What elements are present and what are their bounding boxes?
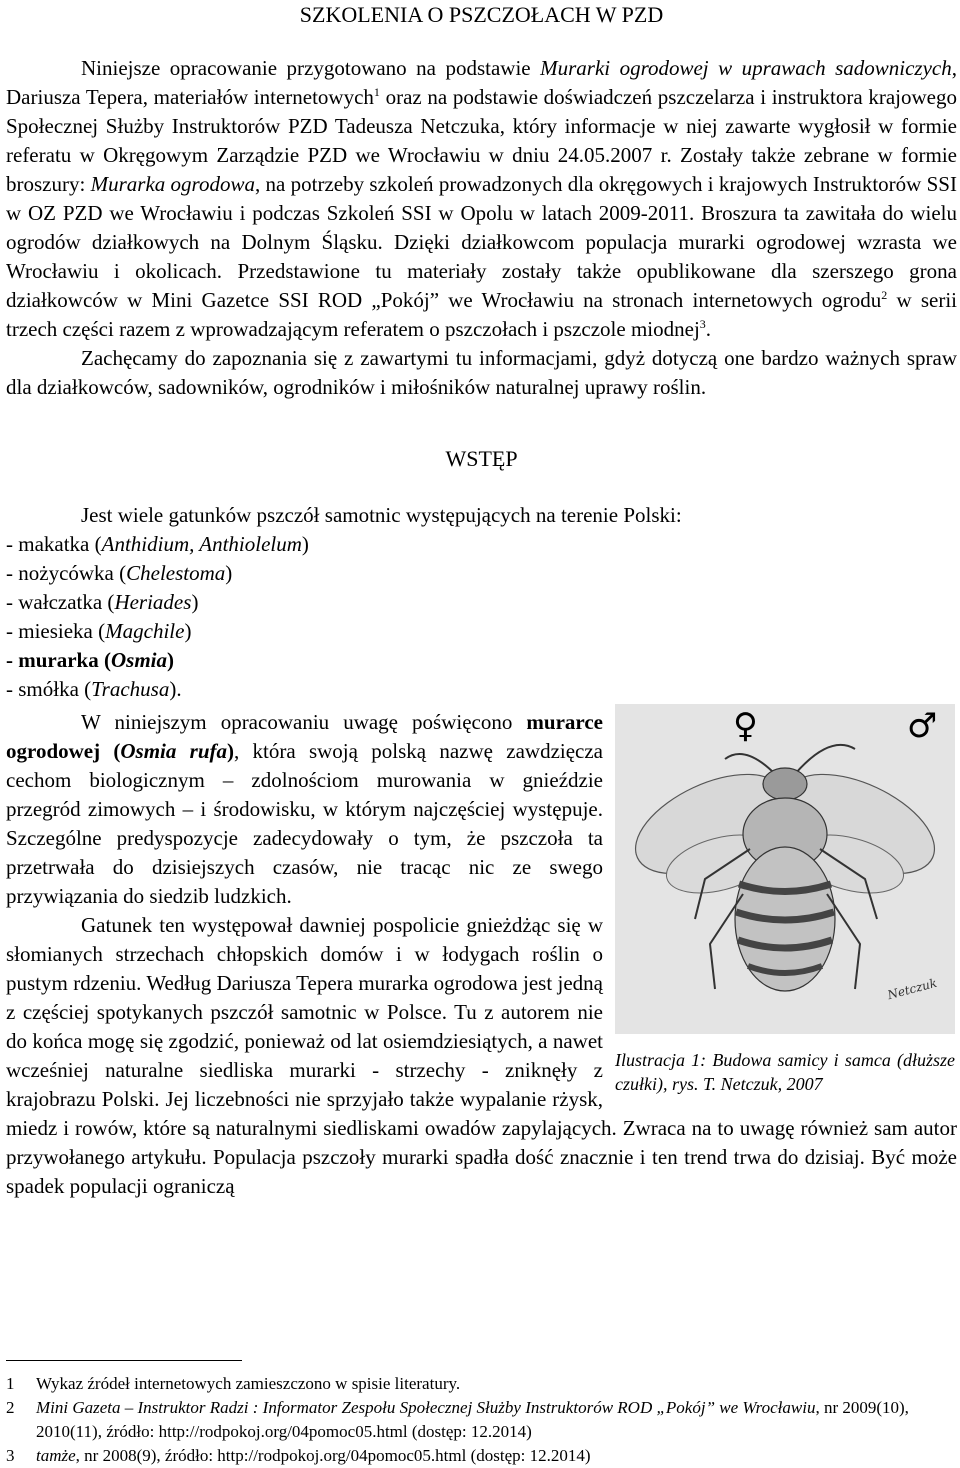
species-list	[6, 530, 957, 704]
footnote-2-link[interactable]: , nr 2009(10), 2010(11), źródło: http://rodpokoj.org/04pomoc05.html (dostęp: 12.2014)	[36, 1398, 909, 1441]
intro-text-c: , Dariusza Tepera, materiałów internetowych	[6, 56, 957, 109]
footnote-ref-2[interactable]: 2	[881, 288, 888, 302]
osmia-paragraph: W niniejszym opracowaniu uwagę poświęcono murarce ogrodowej (Osmia rufa), która swoją polską nazwę zawdzięcza cechom biologicznym – zdolnościom murowania w gnieździe przegród zimowych – i środowisku, w którym najczęściej występuje. Szczególne predyspozycje zadecydowały o tym, że pszczoła ta przetrwała do dzisiejszych czasów, nie tracąc nic ze swego przywiązania do siedzib ludzkich.	[6, 710, 604, 908]
intro-text-g: w serii trzech części razem z wprowadzającym referatem o pszczołach i pszczole miodnej	[6, 288, 957, 341]
artist-signature: Netczuk	[886, 975, 939, 1003]
species-intro: Jest wiele gatunków pszczół samotnic występujących na terenie Polski:	[81, 503, 682, 527]
footnote-ref-1[interactable]: 1	[373, 85, 380, 99]
species-item: - makatka (Anthidium, Anthiolelum)	[6, 532, 309, 556]
bee-illustration	[615, 704, 955, 1034]
figure	[615, 704, 957, 1096]
footnote-3: 3 tamże, nr 2008(9), źródło: http://rodpokoj.org/04pomoc05.html (dostęp: 12.2014)	[6, 1446, 591, 1465]
intro-text-f: , na potrzeby szkoleń prowadzonych dla okręgowych i krajowych Instruktorów SSI w OZ PZD we Wrocławiu i podczas Szkoleń SSI w Opolu w latach 2009-2011. Broszura ta zawitała do wielu ogrodów działkowych na Dolnym Śląsku. Dzięki działkowcom populacja murarki ogrodowej wzrasta we Wrocławiu i okolicach. Przedstawione tu materiały zostały także opublikowane dla szerszego grona działkowców w Mini Gazetce SSI ROD „Pokój” we Wrocławiu na stronach internetowych ogrodu	[6, 172, 957, 312]
species-item: - nożycówka (Chelestoma)	[6, 561, 233, 585]
footnote-ref-3[interactable]: 3	[699, 317, 706, 331]
intro-source-title: Murarki ogrodowej w uprawach sadowniczych	[540, 56, 952, 80]
footnote-2: 2 Mini Gazeta – Instruktor Radzi : Informator Zespołu Społecznej Służby Instruktorów ROD „Pokój” we Wrocławiu, nr 2009(10), 2010(11), źródło: http://rodpokoj.org/04pomoc05.html (dostęp: 12.2014)	[6, 1398, 909, 1441]
document-title: SZKOLENIA O PSZCZOŁACH W PZD	[299, 2, 664, 27]
intro-text-d: oraz na podstawie doświadczeń pszczelarza i instruktora krajowego Społecznej Służby Instruktorów PZD Tadeusza Netczuka, który informacje w niej zawarte wygłosił w formie referatu w Okręgowym Zarządzie PZD we Wrocławiu w dniu 24.05.2007 r. Zostały także zebrane w formie broszury:	[6, 85, 957, 196]
species-item: - wałczatka (Heriades)	[6, 590, 199, 614]
encouragement-paragraph: Zachęcamy do zapoznania się z zawartymi tu informacjami, gdyż dotyczą one bardzo ważnych spraw dla działkowców, sadowników, ogrodników i miłośników naturalnej uprawy roślin.	[6, 346, 957, 399]
footnote-3-link[interactable]: , nr 2008(9), źródło: http://rodpokoj.org/04pomoc05.html (dostęp: 12.2014)	[75, 1446, 591, 1465]
figure-caption: Ilustracja 1: Budowa samicy i samca (dłuższe czułki), rys. T. Netczuk, 2007	[615, 1050, 955, 1094]
history-paragraph: Gatunek ten występował dawniej pospolicie gnieżdżąc się w słomianych strzechach chłopskich domów i w łodygach roślin o pustym rdzeniu. Według Dariusza Tepera murarka ogrodowa jest jedną z częściej spotykanych pszczół samotnic w Polsce. Tu z autorem nie do końca mogę się zgodzić, ponieważ od lat osiemdziesiątych, a nawet wcześniej naturalne siedliska murarki - strzechy - zniknęły z krajobrazu Polski. Jej liczebności nie sprzyjało także wypalanie rżysk, miedz i rowów, które są naturalnymi siedliskami owadów zapylających. Zwraca na to uwagę również sam autor przywołanego artykułu. Populacja pszczoły murarki spadła dość znacznie i ten trend trwa do dzisiaj. Być może spadek populacji ograniczą	[6, 913, 957, 1198]
section-title-wstep: WSTĘP	[445, 446, 518, 471]
intro-brochure-title: Murarka ogrodowa	[90, 172, 255, 196]
footnotes	[6, 1372, 957, 1468]
intro-paragraph	[6, 54, 957, 344]
document-page	[6, 0, 957, 1201]
species-item: - miesieka (Magchile)	[6, 619, 192, 643]
intro-text-a: Niniejsze opracowanie przygotowano na podstawie	[81, 56, 541, 80]
male-symbol-icon: ♂	[907, 706, 938, 746]
intro-text-h: .	[705, 317, 712, 341]
female-symbol-icon: ♀	[733, 706, 758, 746]
footnote-1: 1 Wykaz źródeł internetowych zamieszczono w spisie literatury.	[6, 1374, 461, 1393]
species-item: - smółka (Trachusa).	[6, 677, 182, 701]
footnote-divider	[6, 1360, 242, 1361]
species-item-highlighted: - murarka (Osmia)	[6, 648, 174, 672]
